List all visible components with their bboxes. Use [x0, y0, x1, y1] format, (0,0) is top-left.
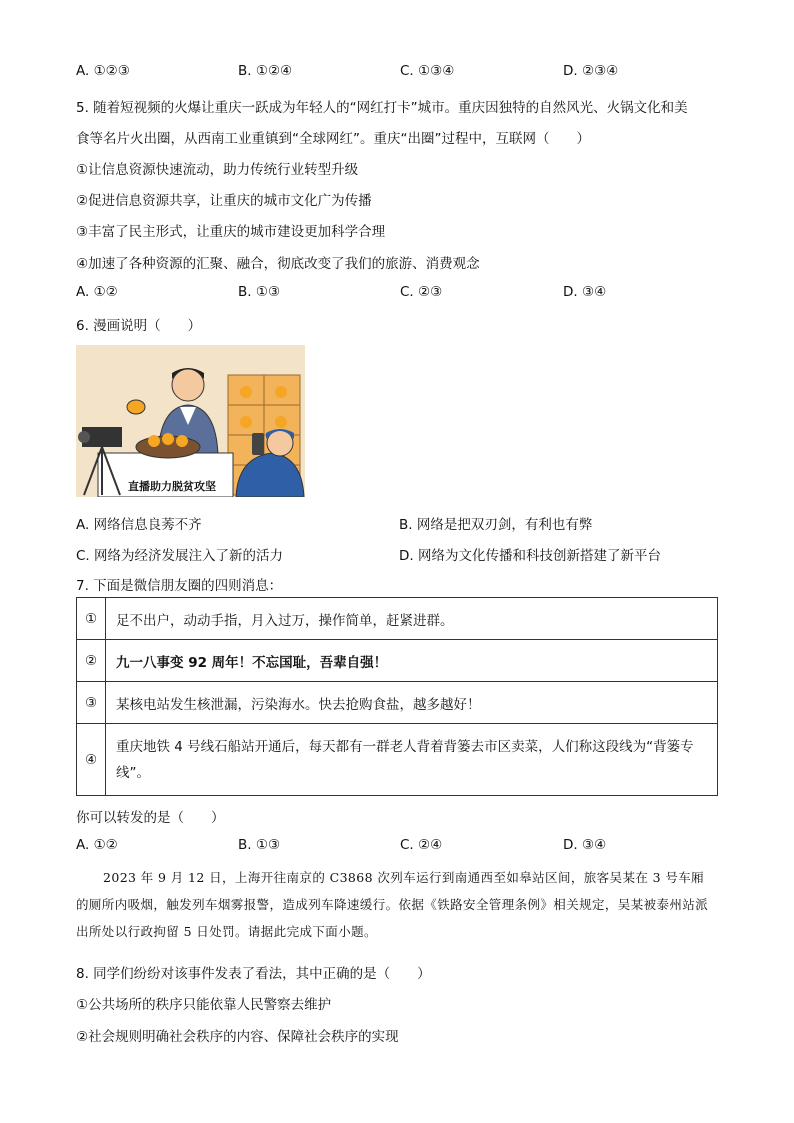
option-d: D. ②③④	[563, 63, 619, 79]
option-c: C. ②③	[400, 284, 443, 300]
option-b: B. 网络是把双刃剑，有利也有弊	[399, 517, 593, 533]
q5-item-4: ④加速了各种资源的汇聚、融合，彻底改变了我们的旅游、消费观念	[76, 256, 480, 272]
q5-stem-line2: 食等名片火出圈，从西南工业重镇到“全球网红”。重庆“出圈”过程中，互联网（ ）	[76, 131, 590, 147]
q7-options	[76, 837, 716, 857]
q7-stem: 7. 下面是微信朋友圈的四则消息：	[76, 578, 283, 594]
option-a: A. ①②③	[76, 63, 130, 79]
message-number: ②	[77, 640, 106, 682]
q4-options	[76, 63, 716, 83]
message-text: 足不出户，动动手指，月入过万，操作简单，赶紧进群。	[106, 598, 718, 640]
option-b: B. ①③	[238, 837, 281, 853]
message-number: ④	[77, 724, 106, 796]
option-a: A. ①②	[76, 837, 118, 853]
wechat-messages-table	[76, 597, 718, 796]
message-number: ①	[77, 598, 106, 640]
cartoon-illustration	[76, 345, 305, 497]
option-a: A. 网络信息良莠不齐	[76, 517, 202, 533]
q8-item-1: ①公共场所的秩序只能依靠人民警察去维护	[76, 997, 332, 1013]
message-number: ③	[77, 682, 106, 724]
q6-stem: 6. 漫画说明（ ）	[76, 318, 202, 334]
option-b: B. ①②④	[238, 63, 293, 79]
q5-options	[76, 284, 716, 304]
option-c: C. ②④	[400, 837, 443, 853]
message-text: 重庆地铁 4 号线石船站开通后，每天都有一群老人背着背篓去市区卖菜，人们称这段线为“背篓专线”。	[106, 724, 718, 796]
q6-options-row1	[76, 513, 716, 533]
option-b: B. ①③	[238, 284, 281, 300]
reading-passage: 2023 年 9 月 12 日，上海开往南京的 C3868 次列车运行到南通西至如皋站区间，旅客吴某在 3 号车厢的厕所内吸烟，触发列车烟雾报警，造成列车降速缓行。依据《铁路安全管理条例》相关规定，吴某被泰州站派出所处以行政拘留 5 日处罚。请据此完成下面小题。	[76, 870, 709, 939]
q7-after: 你可以转发的是（ ）	[76, 810, 225, 826]
option-c: C. ①③④	[400, 63, 455, 79]
q5-item-3: ③丰富了民主形式，让重庆的城市建设更加科学合理	[76, 224, 386, 240]
q5-stem-line1: 5. 随着短视频的火爆让重庆一跃成为年轻人的“网红打卡”城市。重庆因独特的自然风光、火锅文化和美	[76, 100, 688, 116]
q5-item-2: ②促进信息资源共享，让重庆的城市文化广为传播	[76, 193, 372, 209]
message-text: 九一八事变 92 周年！不忘国耻，吾辈自强！	[106, 640, 718, 682]
cartoon-caption: 直播助力脱贫攻坚	[128, 480, 216, 493]
q8-item-2: ②社会规则明确社会秩序的内容、保障社会秩序的实现	[76, 1029, 399, 1045]
option-d: D. ③④	[563, 837, 607, 853]
table-row	[77, 640, 718, 682]
q5-item-1: ①让信息资源快速流动，助力传统行业转型升级	[76, 162, 359, 178]
message-text: 某核电站发生核泄漏，污染海水。快去抢购食盐，越多越好！	[106, 682, 718, 724]
live-stream-cartoon	[76, 345, 305, 497]
table-row	[77, 682, 718, 724]
option-c: C. 网络为经济发展注入了新的活力	[76, 548, 284, 564]
table-row	[77, 598, 718, 640]
option-d: D. 网络为文化传播和科技创新搭建了新平台	[399, 548, 661, 564]
q6-options-row2	[76, 544, 716, 564]
option-a: A. ①②	[76, 284, 118, 300]
q8-stem: 8. 同学们纷纷对该事件发表了看法，其中正确的是（ ）	[76, 966, 431, 982]
option-d: D. ③④	[563, 284, 607, 300]
table-row	[77, 724, 718, 796]
